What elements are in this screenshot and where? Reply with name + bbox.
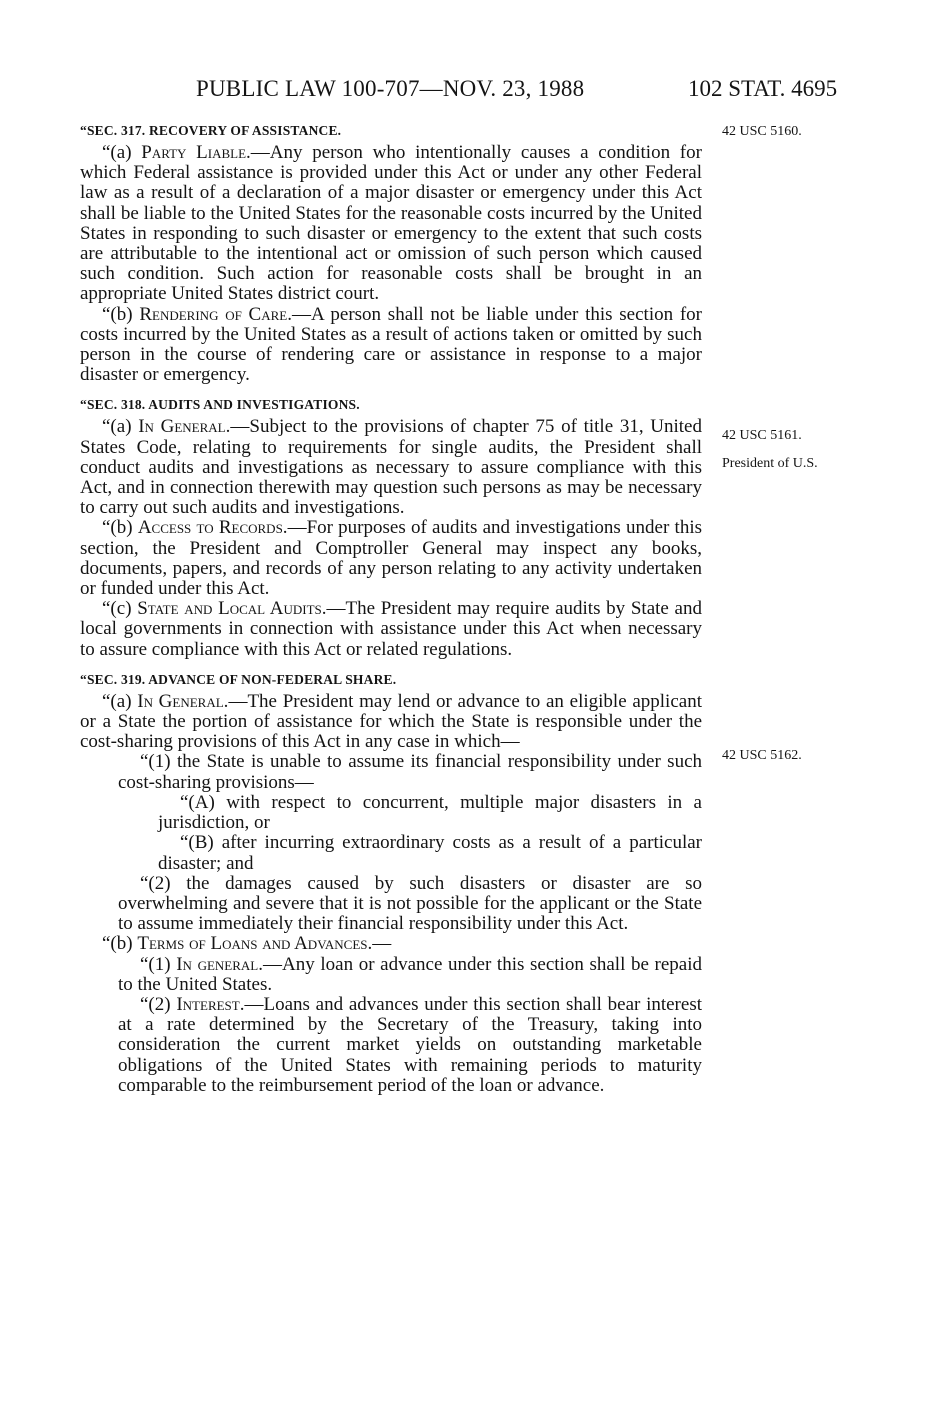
- paragraph-heading: In general.: [176, 953, 263, 975]
- sec319-a-paragraph-2: “(2) the damages caused by such disasters or disaster are so overwhelming and severe that it is not possible for the applicant or the State to assume immediately their financial responsibility under this Act.: [118, 872, 702, 935]
- sec318-subsection-b: “(b) Access to Records.—For purposes of audits and investigations under this section, the President and Comptroller General may inspect any books, documents, papers, and records of any person relating to any activity undertaken or funded under this Act.: [80, 517, 702, 600]
- subsection-heading: State and Local Audits.: [137, 598, 327, 620]
- sec319-a-paragraph-1: “(1) the State is unable to assume its financial responsibility under such cost-sharing provisions—: [118, 751, 702, 793]
- margin-note-usc-5161: 42 USC 5161.: [722, 428, 802, 443]
- margin-note-usc-5160: 42 USC 5160.: [722, 124, 802, 139]
- section-heading-319: “SEC. 319. ADVANCE OF NON-FEDERAL SHARE.: [80, 671, 397, 687]
- paragraph-heading: Interest.: [176, 993, 245, 1015]
- subsection-heading: Terms of Loans and Advances.: [137, 933, 373, 955]
- document-body: [80, 122, 702, 1096]
- sec319-subsection-b: “(b) Terms of Loans and Advances.—: [102, 933, 392, 955]
- subsection-heading: In General.: [138, 416, 231, 438]
- subsection-heading: In General.: [137, 690, 229, 712]
- margin-note-president: President of U.S.: [722, 456, 818, 471]
- sec319-a-1-subparagraph-A: “(A) with respect to concurrent, multiple major disasters in a jurisdiction, or: [158, 791, 702, 834]
- page-header-stat: 102 STAT. 4695: [688, 76, 838, 101]
- sec317-subsection-b: “(b) Rendering of Care.—A person shall not be liable under this section for costs incurred by the United States as a result of actions taken or omitted by such person in the course of rendering care or assistance in response to a major disaster or emergency.: [80, 303, 702, 386]
- sec319-a-1-subparagraph-B: “(B) after incurring extraordinary costs as a result of a particular disaster; and: [158, 832, 702, 874]
- sec317-subsection-a: “(a) Party Liable.—Any person who intentionally causes a condition for which Federal assistance is provided under this Act or under any other Federal law as a result of a declaration of a major disaster or emergency under this Act shall be liable to the United States for the reasonable costs incurred by the United States in responding to such disaster or emergency to the extent that such costs are attributable to the intentional act or omission of such person which caused such condition. Such action for reasonable costs shall be brought in an appropriate United States district court.: [80, 142, 702, 305]
- sec318-subsection-c: “(c) State and Local Audits.—The President may require audits by State and local governments in connection with assistance under this Act when necessary to assure compliance with this Act or related regulations.: [80, 598, 702, 660]
- sec318-subsection-a: “(a) In General.—Subject to the provisions of chapter 75 of title 31, United States Code, relating to requirements for single audits, the President shall conduct audits and investigations as necessary to assure compliance with this Act, and in connection therewith may question such persons as may be necessary to carry out such audits and investigations.: [80, 416, 702, 519]
- subsection-heading: Access to Records.: [137, 517, 288, 539]
- subsection-heading: Party Liable.: [141, 142, 251, 163]
- section-heading-318: “SEC. 318. AUDITS AND INVESTIGATIONS.: [80, 397, 360, 413]
- sec319-b-paragraph-2: “(2) Interest.—Loans and advances under this section shall bear interest at a rate determined by the Secretary of the Treasury, taking into consideration the current market yields on outstanding marketable obligations of the United States with remaining periods to maturity comparable to the reimbursement period of the loan or advance.: [118, 993, 702, 1096]
- margin-note-usc-5162: 42 USC 5162.: [722, 748, 802, 763]
- sec319-subsection-a: “(a) In General.—The President may lend or advance to an eligible applicant or a State the portion of assistance for which the State is responsible under the cost-sharing provisions of this Act in any case in which—: [80, 690, 702, 753]
- sec319-b-paragraph-1: “(1) In general.—Any loan or advance under this section shall be repaid to the United States.: [118, 953, 703, 995]
- page-header-title: PUBLIC LAW 100-707—NOV. 23, 1988: [196, 76, 585, 101]
- section-heading-317: “SEC. 317. RECOVERY OF ASSISTANCE.: [80, 123, 342, 138]
- subsection-heading: Rendering of Care.: [139, 303, 292, 325]
